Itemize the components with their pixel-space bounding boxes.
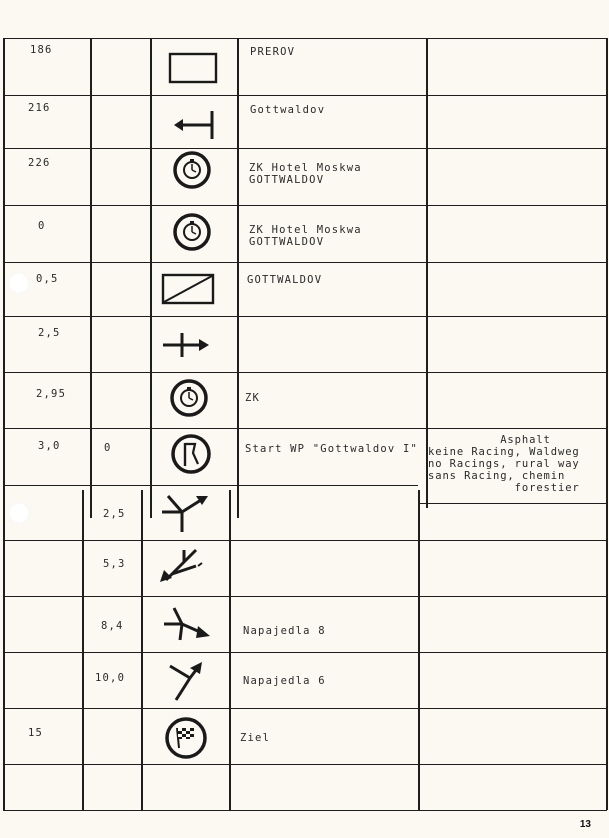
total-distance: 186 xyxy=(30,44,53,56)
column-divider xyxy=(82,490,84,810)
clock-control-icon xyxy=(172,150,212,190)
road-note: sans Racing, chemin xyxy=(428,470,566,482)
column-divider xyxy=(237,38,239,518)
column-divider xyxy=(229,490,231,810)
total-distance: 15 xyxy=(28,727,44,739)
row-divider xyxy=(3,262,607,263)
place-name: Start WP "Gottwaldov I" xyxy=(245,443,418,455)
column-divider xyxy=(150,38,152,518)
row-divider xyxy=(3,540,607,541)
road-note: Asphalt xyxy=(428,434,551,446)
row-divider xyxy=(3,428,607,429)
partial-distance: 10,0 xyxy=(95,672,126,684)
total-distance: 2,5 xyxy=(38,327,61,339)
row-divider xyxy=(3,596,607,597)
row-divider xyxy=(3,38,607,39)
clock-control-icon xyxy=(172,212,212,252)
column-divider xyxy=(606,38,608,810)
place-name: ZK Hotel Moskwa xyxy=(249,162,362,174)
place-name: Napajedla 6 xyxy=(243,675,326,687)
punch-hole xyxy=(8,272,30,294)
place-name: Napajedla 8 xyxy=(243,625,326,637)
partial-distance: 5,3 xyxy=(103,558,126,570)
total-distance: 3,0 xyxy=(38,440,61,452)
partial-distance: 0 xyxy=(104,442,112,454)
column-divider xyxy=(141,490,143,810)
total-distance: 226 xyxy=(28,157,51,169)
road-note: no Racings, rural way xyxy=(428,458,580,470)
punch-hole xyxy=(8,502,30,524)
fork-right-icon xyxy=(158,490,212,534)
road-note: forestier xyxy=(428,482,580,494)
column-divider xyxy=(418,490,420,810)
place-name: PREROV xyxy=(250,46,296,58)
place-name: GOTTWALDOV xyxy=(247,274,323,286)
row-divider xyxy=(3,485,418,486)
place-name: GOTTWALDOV xyxy=(249,236,325,248)
crossroad-right-icon xyxy=(160,330,212,360)
page-number: 13 xyxy=(579,819,591,830)
fork-right-icon xyxy=(162,660,208,702)
special-stage-start-icon xyxy=(170,433,212,475)
place-name: Ziel xyxy=(240,732,271,744)
road-note: keine Racing, Waldweg xyxy=(428,446,580,458)
total-distance: 0,5 xyxy=(36,273,59,285)
place-name: ZK Hotel Moskwa xyxy=(249,224,362,236)
row-divider xyxy=(3,764,607,765)
row-divider xyxy=(3,652,607,653)
row-divider xyxy=(3,316,607,317)
town-exit-icon xyxy=(158,270,218,308)
row-divider xyxy=(3,95,607,96)
clock-control-icon xyxy=(169,378,209,418)
column-divider xyxy=(3,38,5,810)
row-divider xyxy=(3,810,607,811)
finish-flag-icon xyxy=(164,716,208,760)
row-divider xyxy=(3,708,607,709)
partial-distance: 2,5 xyxy=(103,508,126,520)
total-distance: 2,95 xyxy=(36,388,67,400)
fork-left-icon xyxy=(154,546,210,586)
place-name: ZK xyxy=(245,392,261,404)
place-name: Gottwaldov xyxy=(250,104,326,116)
total-distance: 216 xyxy=(28,102,51,114)
crossroad-right-icon xyxy=(160,604,214,644)
column-divider xyxy=(90,38,92,518)
row-divider xyxy=(3,205,607,206)
row-divider xyxy=(3,148,607,149)
place-name: GOTTWALDOV xyxy=(249,174,325,186)
partial-distance: 8,4 xyxy=(101,620,124,632)
row-divider xyxy=(3,372,607,373)
left-turn-icon xyxy=(170,108,220,142)
total-distance: 0 xyxy=(38,220,46,232)
box-icon xyxy=(165,50,221,86)
row-divider xyxy=(418,503,607,504)
